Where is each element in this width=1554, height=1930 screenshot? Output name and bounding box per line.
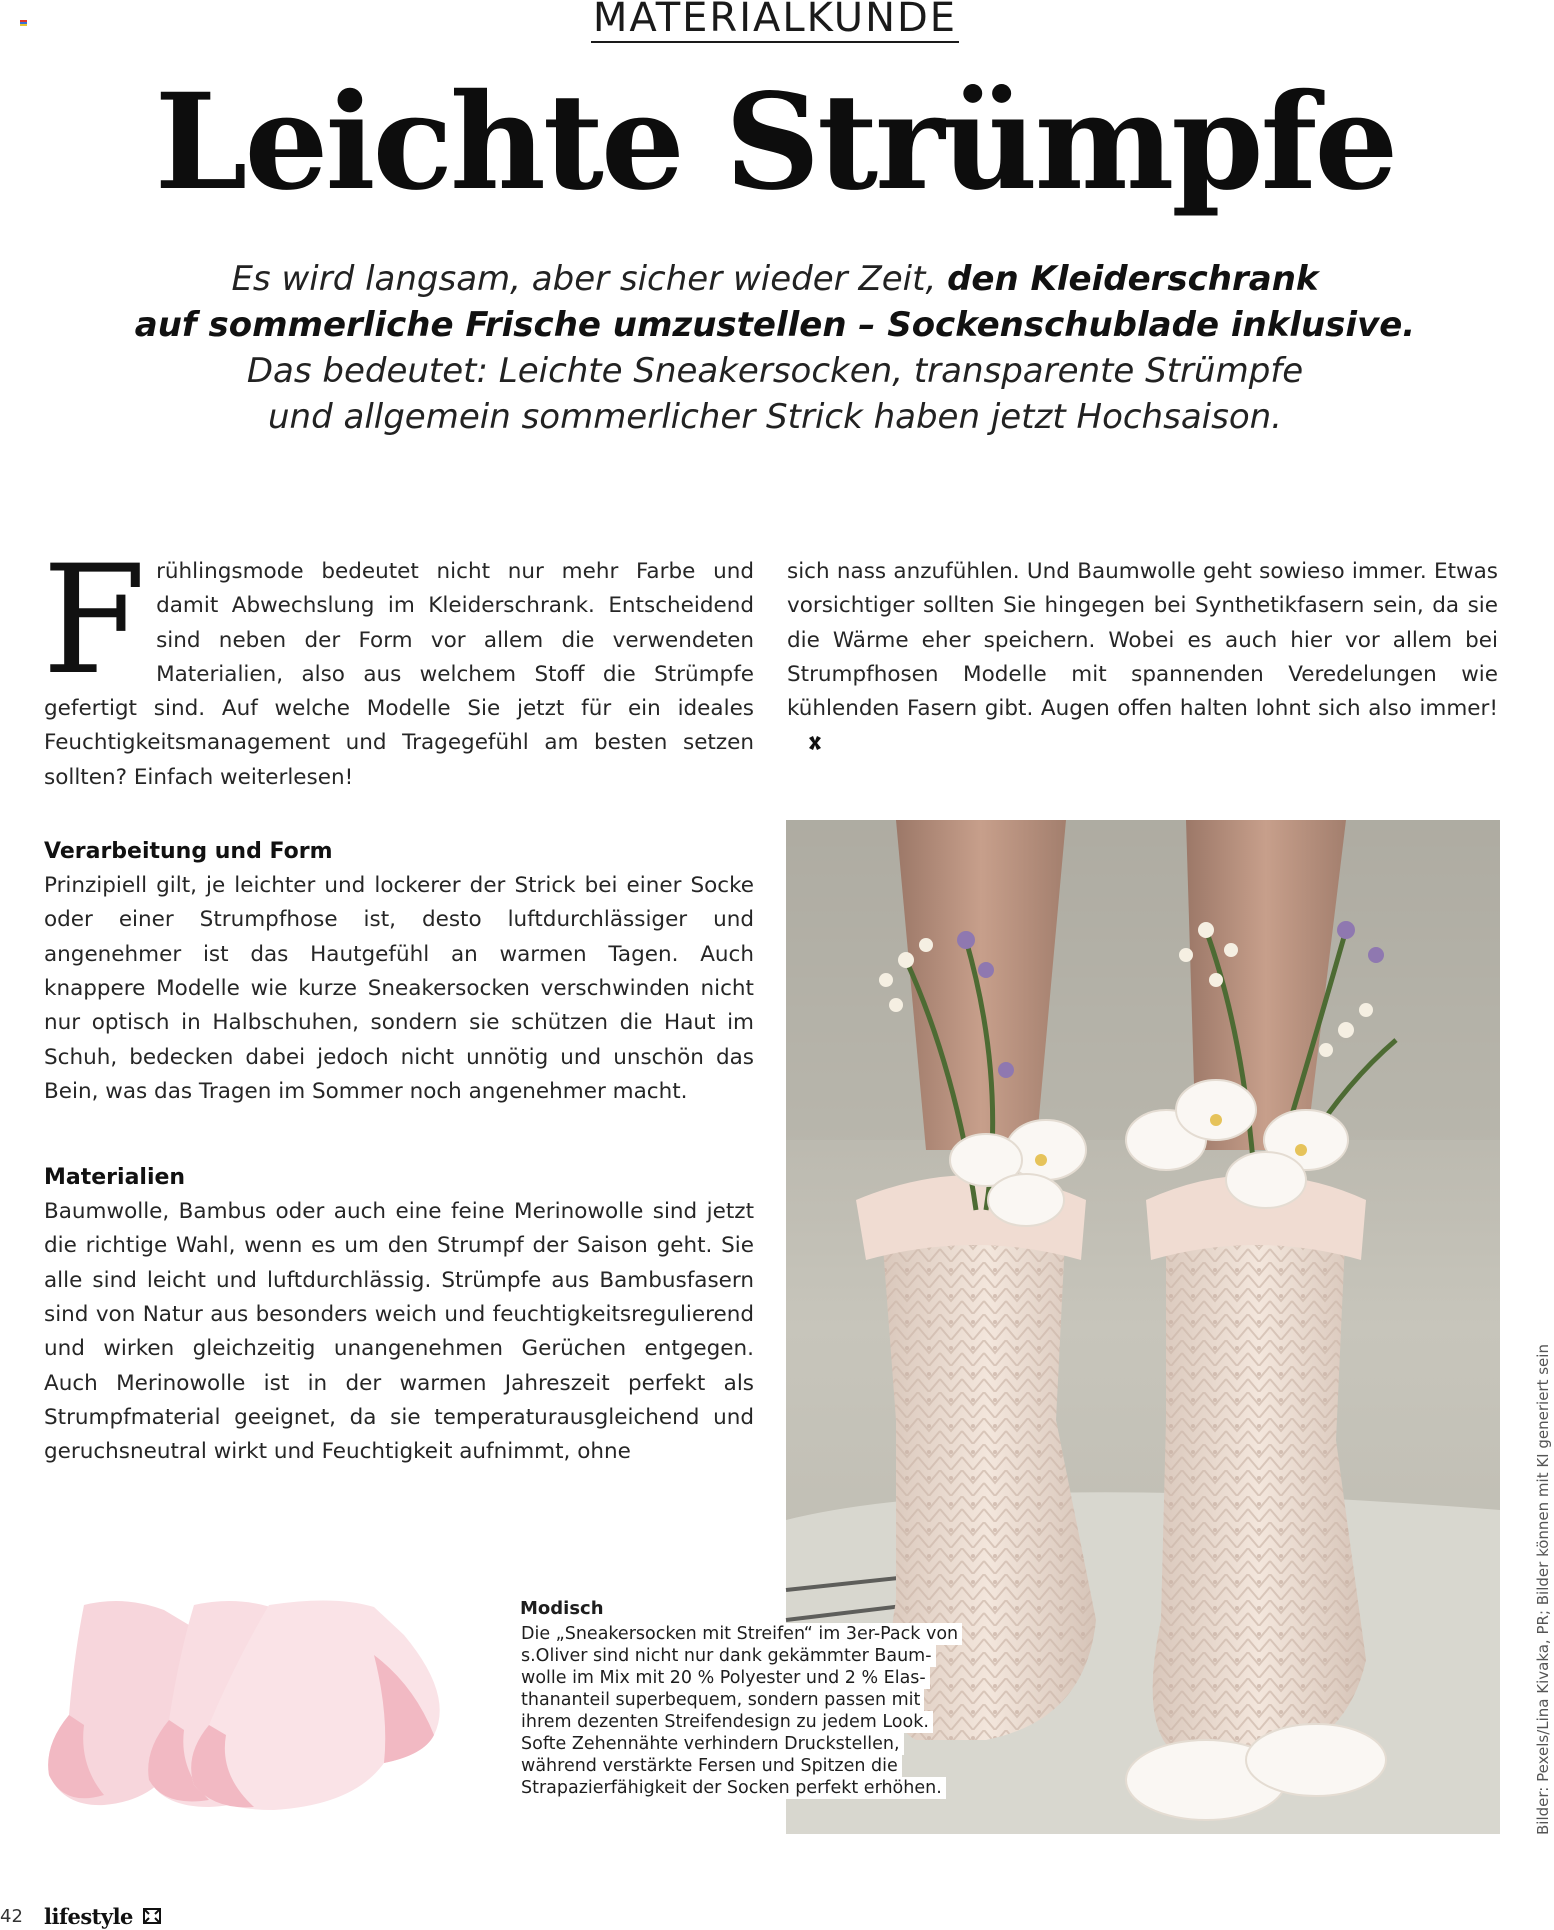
caption-line: Softe Zehennähte verhindern Druckstellen,: [520, 1733, 904, 1755]
caption-line: Die „Sneakersocken mit Streifen“ im 3er-Pack von: [520, 1623, 962, 1645]
section-text-verarbeitung: Prinzipiell gilt, je leichter und lockerer der Strick bei einer Socke oder einer Strumpfhose ist, desto luftdurchlässiger und angenehmer ist das Hautgefühl an warmen Tagen. Auch knappere Modelle wie kurze Sneakersocken verschwinden nicht nur optisch in Halbschuhen, sondern sie schützen die Haut im Schuh, bedecken dabei jedoch nicht unnötig und unschön das Bein, was das Tragen im Sommer noch angenehmer macht.: [44, 873, 754, 1104]
caption-title: Modisch: [520, 1598, 604, 1619]
intro-text: rühlingsmode bedeutet nicht nur mehr Farbe und damit Abwechslung im Kleiderschrank. Entscheidend sind neben der Form vor allem die verwendeten Materialien, also aus welchem Stoff die Strümpfe gefertigt sind. Auf welche Modelle Sie jetzt für ein ideales Feuchtigkeitsmanagement und Tragegefühl am besten setzen sollten? Einfach weiterlesen!: [44, 559, 754, 790]
caption-line: ihrem dezenten Streifendesign zu jedem Look.: [520, 1711, 933, 1733]
lead-line4: und allgemein sommerlicher Strick haben jetzt Hochsaison.: [268, 397, 1282, 437]
pink-sneaker-socks-product: [44, 1595, 484, 1815]
page-number: 42: [0, 1905, 23, 1927]
lead-paragraph: [75, 256, 1475, 440]
image-credit: Bilder: Pexels/Lina Kivaka, PR; Bilder können mit KI generiert sein: [1534, 1344, 1552, 1835]
continuation-text: sich nass anzufühlen. Und Baumwolle geht sowieso immer. Etwas vorsichtiger sollten Sie hingegen bei Synthetikfasern sein, da sie die Wärme eher speichern. Wobei es auch hier vor allem bei Strumpfhosen Modelle mit spannenden Veredelungen wie kühlenden Fasern gibt. Augen offen halten lohnt sich also immer!: [787, 559, 1498, 722]
caption-line: während verstärkte Fersen und Spitzen die: [520, 1755, 902, 1777]
intro-paragraph: [42, 534, 754, 795]
drop-cap: F: [42, 534, 147, 708]
lead-line2: auf sommerliche Frische umzustellen – Sockenschublade inklusive.: [134, 305, 1416, 345]
kicker-text: MATERIALKUNDE: [591, 0, 959, 43]
brand-logo: lifestyle: [44, 1903, 133, 1929]
headline: Leichte Strümpfe: [154, 65, 1396, 220]
caption-line: s.Oliver sind nicht nur dank gekämmter Baum-: [520, 1645, 936, 1667]
article-column-left: [42, 534, 754, 1470]
article-column-right: [787, 555, 1498, 761]
end-mark-icon: [807, 735, 823, 751]
lead-line1-bold: den Kleiderschrank: [947, 259, 1319, 299]
lead-line1-light: Es wird langsam, aber sicher wieder Zeit,: [231, 259, 948, 299]
caption-line: thananteil superbequem, sondern passen mit: [520, 1689, 924, 1711]
page-footer: [0, 1902, 163, 1930]
section-text-materialien: Baumwolle, Bambus oder auch eine feine Merinowolle sind jetzt die richtige Wahl, wenn es um den Strumpf der Saison geht. Sie alle sind leicht und luftdurchlässig. Strümpfe aus Bambusfasern sind von Natur aus besonders weich und feuchtigkeitsregulierend und wirken gleichzeitig unangenehmen Gerüchen entgegen. Auch Merinowolle ist in der warmen Jahreszeit perfekt als Strumpfmaterial geeignet, da sie temperaturausgleichend und geruchsneutral wirkt und Feuchtigkeit aufnimmt, ohne: [44, 1199, 754, 1465]
section-heading-materialien: Materialien: [44, 1165, 186, 1191]
brand-ornament-icon: [141, 1906, 163, 1926]
section-kicker: [0, 0, 1550, 41]
product-caption: [520, 1597, 1010, 1799]
section-heading-verarbeitung: Verarbeitung und Form: [44, 839, 333, 865]
lead-line3: Das bedeutet: Leichte Sneakersocken, transparente Strümpfe: [246, 351, 1304, 391]
caption-line: Strapazierfähigkeit der Socken perfekt erhöhen.: [520, 1777, 946, 1799]
continuation-paragraph: [787, 555, 1498, 761]
caption-line: wolle im Mix mit 20 % Polyester und 2 % Elas-: [520, 1667, 930, 1689]
